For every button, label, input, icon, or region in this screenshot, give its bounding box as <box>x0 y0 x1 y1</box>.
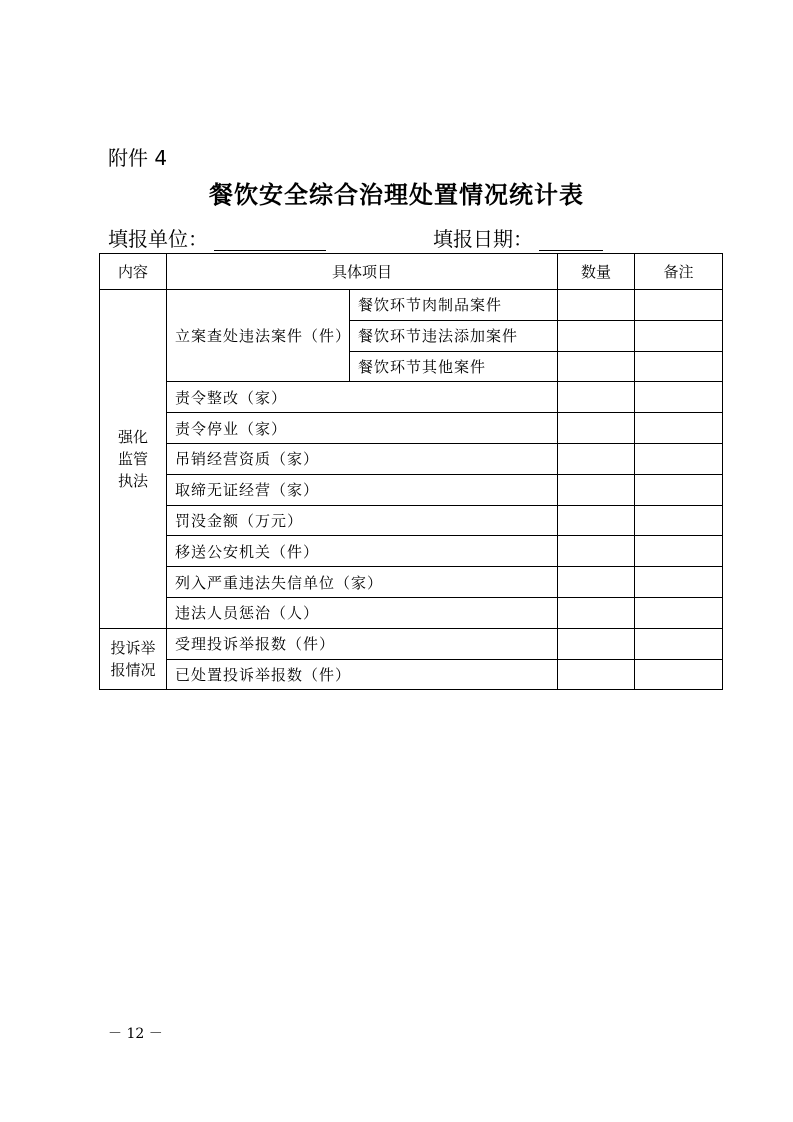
quantity-cell[interactable] <box>558 474 635 505</box>
remark-cell[interactable] <box>635 597 723 628</box>
item-label: 责令停业（家） <box>167 413 558 444</box>
quantity-cell[interactable] <box>558 413 635 444</box>
table-row <box>100 567 723 598</box>
header-quantity: 数量 <box>558 254 635 290</box>
remark-cell[interactable] <box>635 351 723 382</box>
item-label: 列入严重违法失信单位（家） <box>167 567 558 598</box>
fill-unit-field <box>108 227 326 251</box>
case-sub-item: 餐饮环节违法添加案件 <box>350 320 558 351</box>
remark-cell[interactable] <box>635 382 723 413</box>
quantity-cell[interactable] <box>558 659 635 690</box>
header-item: 具体项目 <box>167 254 558 290</box>
table-row <box>100 628 723 659</box>
table-row <box>100 443 723 474</box>
header-content: 内容 <box>100 254 167 290</box>
case-sub-item: 餐饮环节其他案件 <box>350 351 558 382</box>
quantity-cell[interactable] <box>558 382 635 413</box>
remark-cell[interactable] <box>635 443 723 474</box>
fill-date-blank[interactable] <box>539 230 603 251</box>
page-number: － 12 － <box>108 1026 163 1042</box>
remark-cell[interactable] <box>635 659 723 690</box>
quantity-cell[interactable] <box>558 567 635 598</box>
item-label: 取缔无证经营（家） <box>167 474 558 505</box>
quantity-cell[interactable] <box>558 597 635 628</box>
quantity-cell[interactable] <box>558 443 635 474</box>
statistics-table <box>99 253 723 690</box>
table-row <box>100 597 723 628</box>
remark-cell[interactable] <box>635 290 723 321</box>
table-row <box>100 474 723 505</box>
table-row <box>100 659 723 690</box>
remark-cell[interactable] <box>635 474 723 505</box>
item-label: 罚没金额（万元） <box>167 505 558 536</box>
table-header-row <box>100 254 723 290</box>
table-row <box>100 536 723 567</box>
header-remark: 备注 <box>635 254 723 290</box>
category-enforcement: 强化 监管 执法 <box>100 290 167 629</box>
fill-unit-blank[interactable] <box>214 230 326 251</box>
category-complaints: 投诉举 报情况 <box>100 628 167 690</box>
remark-cell[interactable] <box>635 413 723 444</box>
item-label: 违法人员惩治（人） <box>167 597 558 628</box>
attachment-label: 附件 4 <box>108 146 168 170</box>
table-row <box>100 290 723 321</box>
table-row <box>100 413 723 444</box>
quantity-cell[interactable] <box>558 536 635 567</box>
quantity-cell[interactable] <box>558 320 635 351</box>
remark-cell[interactable] <box>635 567 723 598</box>
item-label: 受理投诉举报数（件） <box>167 628 558 659</box>
remark-cell[interactable] <box>635 505 723 536</box>
table-row <box>100 505 723 536</box>
table-row <box>100 382 723 413</box>
fill-date-label: 填报日期： <box>433 227 533 251</box>
quantity-cell[interactable] <box>558 505 635 536</box>
quantity-cell[interactable] <box>558 290 635 321</box>
page-title: 餐饮安全综合治理处置情况统计表 <box>209 180 584 209</box>
remark-cell[interactable] <box>635 628 723 659</box>
fill-unit-label: 填报单位： <box>108 227 208 251</box>
remark-cell[interactable] <box>635 536 723 567</box>
item-label: 责令整改（家） <box>167 382 558 413</box>
remark-cell[interactable] <box>635 320 723 351</box>
case-group-label: 立案查处违法案件（件） <box>167 290 350 382</box>
item-label: 吊销经营资质（家） <box>167 443 558 474</box>
fill-date-field <box>433 227 603 251</box>
quantity-cell[interactable] <box>558 628 635 659</box>
case-sub-item: 餐饮环节肉制品案件 <box>350 290 558 321</box>
quantity-cell[interactable] <box>558 351 635 382</box>
item-label: 已处置投诉举报数（件） <box>167 659 558 690</box>
item-label: 移送公安机关（件） <box>167 536 558 567</box>
